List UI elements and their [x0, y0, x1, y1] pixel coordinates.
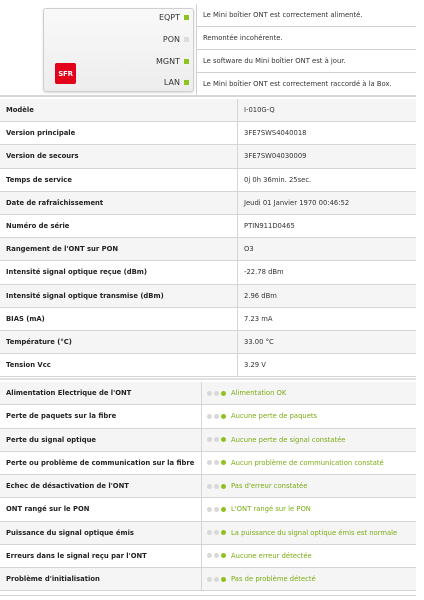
status-label: Puissance du signal optique émis: [6, 528, 134, 537]
table-row: [0, 331, 416, 354]
status-value: [201, 452, 416, 474]
led-description: Remontée incohérente.: [196, 27, 416, 50]
info-value: 33.00 °C: [237, 331, 416, 353]
status-dot-icon: [221, 507, 226, 512]
status-dot-icon: [214, 414, 219, 419]
status-dot-icon: [207, 507, 212, 512]
status-dot-icon: [207, 553, 212, 558]
table-row: [0, 215, 416, 238]
info-label: Intensité signal optique transmise (dBm): [6, 291, 164, 300]
info-value: Jeudi 01 Janvier 1970 00:46:52: [237, 192, 416, 214]
table-row: [0, 261, 416, 284]
table-row: [0, 545, 416, 568]
status-dot-icon: [214, 577, 219, 582]
device-info-table: [0, 99, 416, 377]
table-row: [0, 192, 416, 215]
status-text: L'ONT rangé sur le PON: [231, 505, 311, 514]
status-text: La puissance du signal optique émis est normale: [231, 528, 398, 537]
info-label: Date de rafraîchissement: [6, 198, 104, 207]
info-label: Version de secours: [6, 152, 79, 161]
status-dot-icon: [214, 484, 219, 489]
status-dot-icon: [221, 414, 226, 419]
info-label: Numéro de série: [6, 222, 70, 231]
status-dot-icon: [214, 553, 219, 558]
status-label: Echec de désactivation de l'ONT: [6, 482, 129, 491]
status-dot-icon: [221, 530, 226, 535]
status-dot-icon: [207, 437, 212, 442]
led-label-pon: PON: [162, 35, 180, 44]
status-label: ONT rangé sur le PON: [6, 505, 90, 514]
status-value: [201, 382, 416, 404]
status-dot-icon: [207, 414, 212, 419]
status-text: Pas de problème détecté: [231, 575, 316, 584]
status-text: Aucun problème de communication constaté: [231, 458, 384, 467]
led-indicator-icon: [184, 15, 189, 20]
status-text: Aucune perte de signal constatée: [231, 435, 346, 444]
info-value: -22.78 dBm: [237, 261, 416, 283]
status-dot-icon: [221, 391, 226, 396]
table-row: [0, 522, 416, 545]
status-dot-icon: [214, 507, 219, 512]
status-dot-icon: [221, 484, 226, 489]
status-dot-icon: [221, 460, 226, 465]
table-row: [0, 475, 416, 498]
table-row: [0, 145, 416, 168]
status-value: [201, 405, 416, 427]
divider: [0, 95, 416, 97]
status-value: [201, 545, 416, 567]
status-dot-icon: [221, 577, 226, 582]
info-label: Version principale: [6, 129, 76, 138]
table-row: [0, 169, 416, 192]
table-row: [0, 308, 416, 331]
status-dot-icon: [221, 437, 226, 442]
info-value: I-010G-Q: [237, 99, 416, 121]
status-value: [201, 522, 416, 544]
table-row: [0, 238, 416, 261]
status-value: [201, 568, 416, 590]
info-label: Rangement de l'ONT sur PON: [6, 245, 119, 254]
status-text: Aucune perte de paquets: [231, 412, 318, 421]
status-dot-icon: [214, 391, 219, 396]
led-description: Le Mini boîtier ONT est correctement alimenté.: [196, 4, 416, 27]
divider: [0, 378, 416, 380]
info-value: 0j 0h 36min. 25sec.: [237, 169, 416, 191]
info-label: Tension Vcc: [6, 361, 51, 370]
info-label: Intensité signal optique reçue (dBm): [6, 268, 147, 277]
table-row: [0, 122, 416, 145]
divider: [0, 595, 416, 596]
sfr-logo: SFR: [55, 63, 76, 84]
info-label: Modèle: [6, 106, 34, 115]
table-row: [0, 382, 416, 405]
table-row: [0, 354, 416, 377]
info-value: 3.29 V: [237, 354, 416, 376]
status-dot-icon: [214, 437, 219, 442]
table-row: [0, 498, 416, 521]
table-row: [0, 285, 416, 308]
led-description: Le software du Mini boîtier ONT est à jour.: [196, 50, 416, 73]
status-label: Perte de paquets sur la fibre: [6, 412, 117, 421]
info-value: PTIN911D0465: [237, 215, 416, 237]
led-label-eqpt: EQPT: [158, 13, 180, 22]
table-row: [0, 452, 416, 475]
ont-status-table: [0, 382, 416, 591]
status-label: Perte ou problème de communication sur la fibre: [6, 458, 195, 467]
table-row: [0, 99, 416, 122]
table-row: [0, 405, 416, 428]
led-indicator-icon: [184, 80, 189, 85]
status-dot-icon: [207, 391, 212, 396]
table-row: [0, 568, 416, 591]
info-value: 3FE7SW04030009: [237, 145, 416, 167]
status-label: Alimentation Electrique de l'ONT: [6, 389, 132, 398]
info-label: BIAS (mA): [6, 314, 45, 323]
info-value: 2.96 dBm: [237, 285, 416, 307]
status-label: Problème d'initialisation: [6, 575, 100, 584]
info-value: 7.23 mA: [237, 308, 416, 330]
status-label: Erreurs dans le signal reçu par l'ONT: [6, 551, 147, 560]
led-label-lan: LAN: [163, 78, 180, 87]
status-dot-icon: [214, 530, 219, 535]
status-value: [201, 475, 416, 497]
status-value: [201, 429, 416, 451]
led-indicator-icon: [184, 37, 189, 42]
table-row: [0, 429, 416, 452]
led-indicator-icon: [184, 59, 189, 64]
led-status-panel: [0, 0, 424, 95]
led-description: Le Mini boîtier ONT est correctement raccordé à la Box.: [196, 73, 416, 96]
info-label: Température (°C): [6, 337, 72, 346]
info-value: O3: [237, 238, 416, 260]
status-dot-icon: [207, 460, 212, 465]
status-dot-icon: [207, 484, 212, 489]
status-dot-icon: [207, 577, 212, 582]
status-dot-icon: [207, 530, 212, 535]
status-dot-icon: [214, 460, 219, 465]
status-text: Pas d'erreur constatée: [231, 482, 308, 491]
info-value: 3FE7SWS4040018: [237, 122, 416, 144]
status-text: Aucune erreur détectée: [231, 551, 312, 560]
status-dot-icon: [221, 553, 226, 558]
info-label: Temps de service: [6, 175, 72, 184]
status-value: [201, 498, 416, 520]
led-label-mgnt: MGNT: [156, 57, 180, 66]
status-text: Alimentation OK: [231, 389, 287, 398]
status-label: Perte du signal optique: [6, 435, 97, 444]
